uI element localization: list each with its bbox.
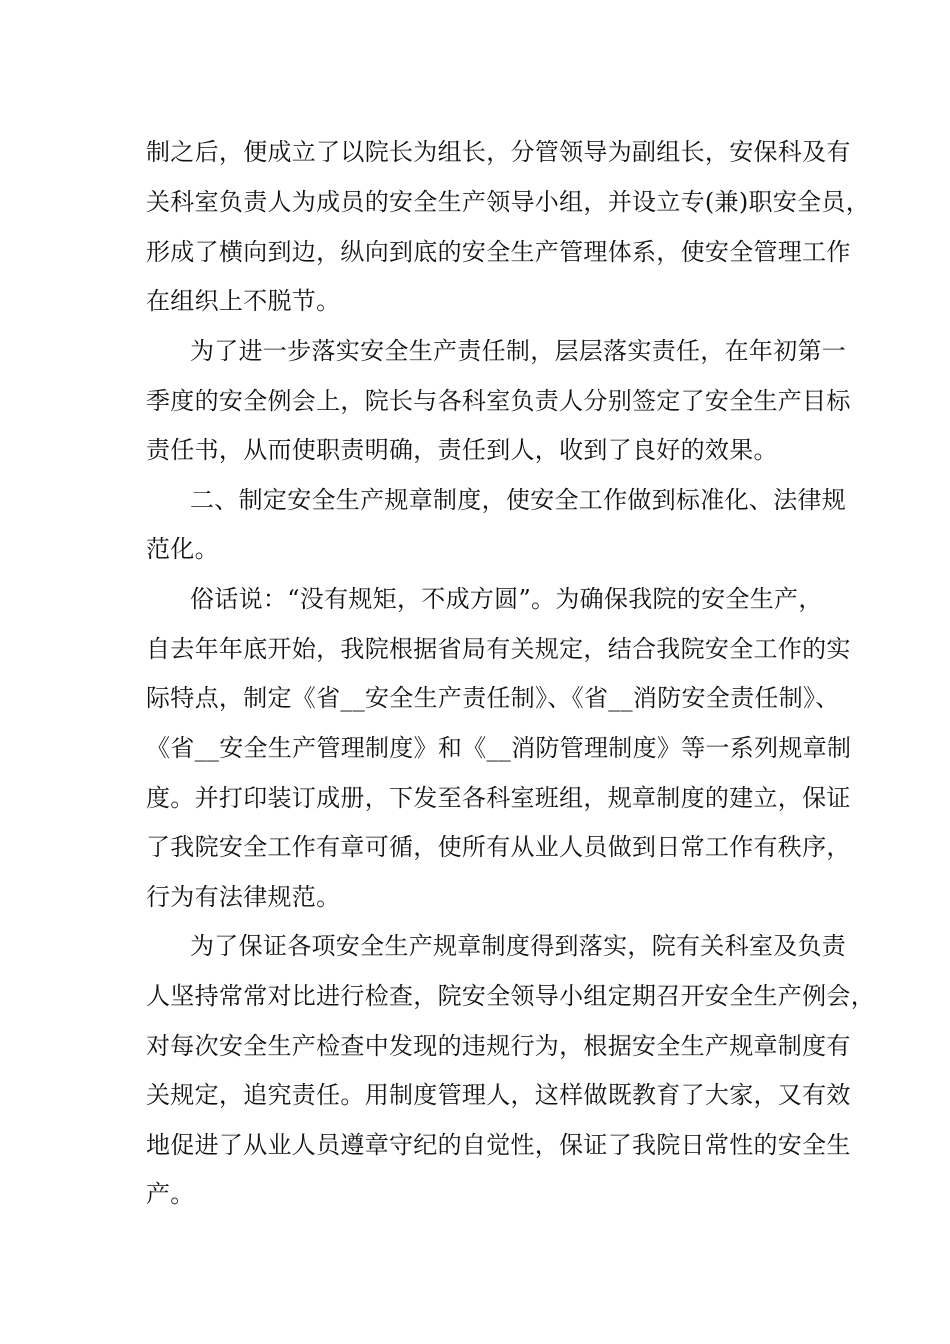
text-line: 地促进了从业人员遵章守纪的自觉性，保证了我院日常性的安全生 <box>146 1131 851 1159</box>
text-line: 关规定，追究责任。用制度管理人，这样做既教育了大家，又有效 <box>146 1081 851 1109</box>
text-line: 季度的安全例会上，院长与各科室负责人分别签定了安全生产目标 <box>146 387 851 415</box>
section-heading: 范化。 <box>146 535 219 563</box>
text-line: 对每次安全生产检查中发现的违规行为，根据安全生产规章制度有 <box>146 1032 851 1060</box>
text-line: 际特点，制定《省__安全生产责任制》、《省__消防安全责任制》、 <box>146 684 840 712</box>
text-line: 为了进一步落实安全生产责任制，层层落实责任，在年初第一 <box>190 337 847 365</box>
section-heading: 二、制定安全生产规章制度，使安全工作做到标准化、法律规 <box>190 486 847 514</box>
text-line: 责任书，从而使职责明确，责任到人，收到了良好的效果。 <box>146 436 778 464</box>
text-line: 《省__安全生产管理制度》和《__消防管理制度》等一系列规章制 <box>146 734 852 762</box>
text-line: 制之后，便成立了以院长为组长，分管领导为副组长，安保科及有 <box>146 138 851 166</box>
text-line: 俗话说：“没有规矩，不成方圆”。为确保我院的安全生产， <box>190 585 823 613</box>
text-line: 关科室负责人为成员的安全生产领导小组，并设立专(兼)职安全员， <box>146 188 871 216</box>
text-line: 产。 <box>146 1180 195 1208</box>
text-line: 自去年年底开始，我院根据省局有关规定，结合我院安全工作的实 <box>146 635 851 663</box>
text-line: 了我院安全工作有章可循，使所有从业人员做到日常工作有秩序， <box>146 833 851 861</box>
text-line: 度。并打印装订成册，下发至各科室班组，规章制度的建立，保证 <box>146 784 851 812</box>
text-line: 为了保证各项安全生产规章制度得到落实，院有关科室及负责 <box>190 932 847 960</box>
text-line: 在组织上不脱节。 <box>146 287 341 315</box>
text-line: 人坚持常常对比进行检查，院安全领导小组定期召开安全生产例会， <box>146 982 875 1010</box>
text-line: 形成了横向到边，纵向到底的安全生产管理体系，使安全管理工作 <box>146 238 851 266</box>
text-line: 行为有法律规范。 <box>146 883 341 911</box>
